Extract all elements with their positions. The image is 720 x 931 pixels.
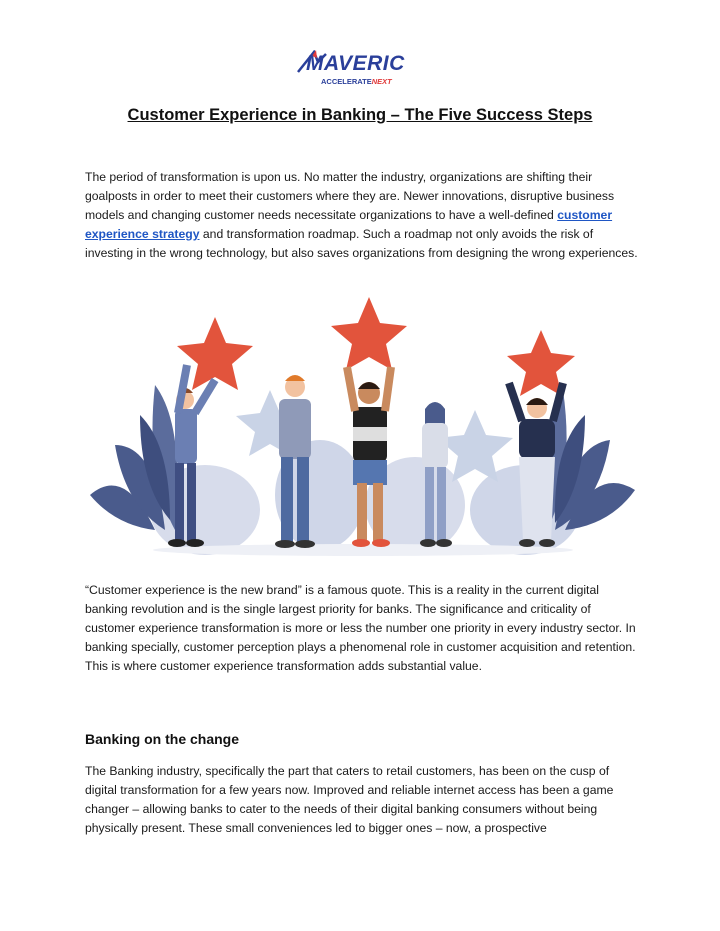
people-holding-stars-illustration: [85, 295, 640, 560]
quote-paragraph: “Customer experience is the new brand” is a famous quote. This is a reality in the current digital banking revolution and is the single largest priority for banks. The significance and criticality of customer experience transformation is more or less the number one priority in every industry sector. In banking specially, customer perception plays a phenomenal role in customer acquisition and retention. This is where customer experience transformation adds substantial value.: [85, 583, 636, 673]
customer-experience-strategy-link[interactable]: customer experience strategy: [85, 208, 613, 241]
document-title: Customer Experience in Banking – The Five Success Steps: [127, 106, 593, 124]
intro-text-before-link: The period of transformation is upon us. No matter the industry, organizations are shifting their goalposts in order to meet their customers where they are. Newer innovations, disruptive business models and changing customer needs necessitate organizations to have a well-defined: [85, 170, 615, 222]
section-paragraph: The Banking industry, specifically the part that caters to retail customers, has been on the cusp of digital transformation for a few years now. Improved and reliable internet access has been a game changer – allowing banks to cater to the needs of their digital banking consumers without being physically present. These small conveniences led to bigger ones – now, a prospective: [85, 764, 614, 835]
logo-tagline-main: ACCELERATE: [321, 77, 372, 86]
logo-tagline-accent: NEXT: [371, 77, 392, 86]
intro-paragraph: [85, 168, 640, 263]
maveric-logo: [292, 50, 412, 92]
section-heading: Banking on the change: [85, 731, 240, 747]
red-star-icon-2: [331, 297, 407, 370]
intro-text-after-link: and transformation roadmap. Such a roadmap not only avoids the risk of investing in the wrong technology, but also saves organizations from designing the wrong experiences.: [85, 227, 638, 260]
logo-wordmark: MAVERIC: [306, 52, 405, 75]
logo-tagline: [321, 77, 392, 86]
left-leaves: [90, 385, 178, 530]
